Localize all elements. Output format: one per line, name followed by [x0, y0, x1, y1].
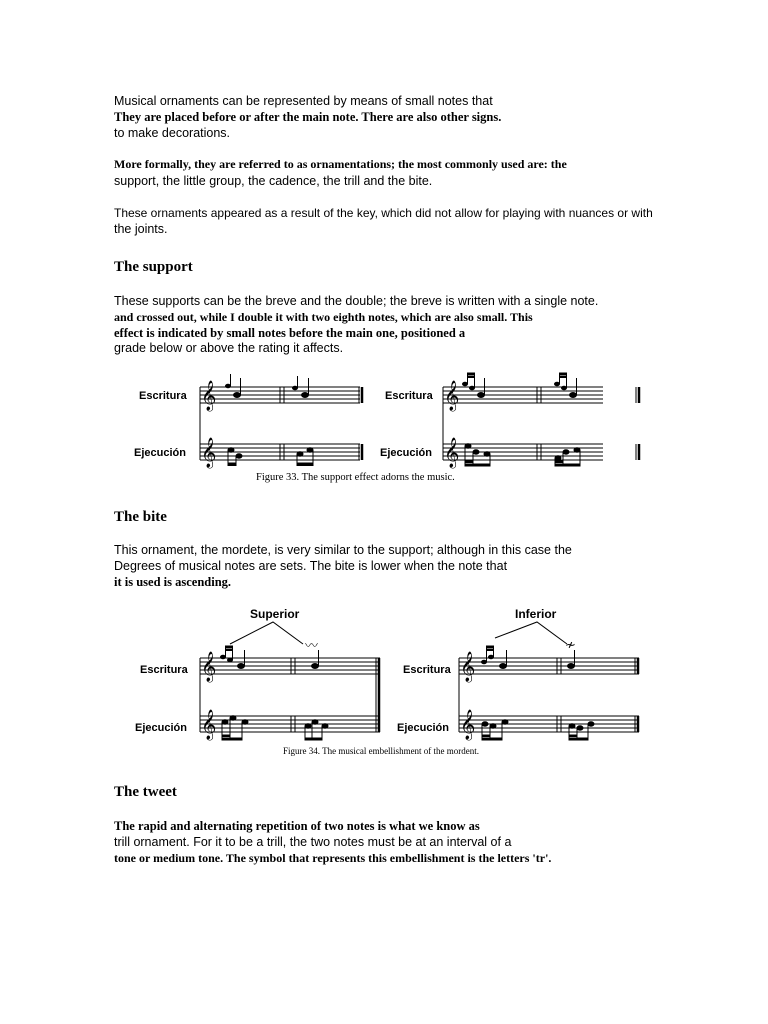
label-ejecucion: Ejecución: [397, 722, 449, 734]
intro-line-3: to make decorations.: [114, 126, 231, 140]
inferior-pointer: [495, 622, 567, 644]
heading-tweet: The tweet: [114, 784, 177, 800]
bite-line-2: Degrees of musical notes are sets. The bite is lower when the note that: [114, 559, 508, 573]
staff-bite-left-top: [200, 658, 380, 674]
bite-line-1: This ornament, the mordete, is very similar to the support; although in this case the: [114, 543, 572, 557]
heading-bite: The bite: [114, 509, 167, 525]
label-escritura: Escritura: [403, 664, 451, 676]
staff-right-top: [443, 387, 603, 403]
label-escritura: Escritura: [385, 390, 433, 402]
bite-line-3: it is used is ascending.: [114, 575, 232, 589]
intro-line-1: Musical ornaments can be represented by means of small notes that: [114, 94, 493, 108]
tweet-line-3: tone or medium tone. The symbol that represents this embellishment is the letters 'tr'.: [114, 851, 552, 865]
treble-clef-icon: 𝄞: [201, 437, 217, 467]
treble-clef-icon: 𝄞: [460, 709, 476, 739]
treble-clef-icon: 𝄞: [201, 380, 217, 410]
figure-33: [125, 368, 655, 478]
tweet-line-2: trill ornament. For it to be a trill, the two notes must be at an interval of a: [114, 835, 512, 849]
label-ejecucion: Ejecución: [135, 722, 187, 734]
label-ejecucion: Ejecución: [380, 447, 432, 459]
figure-34: [135, 600, 675, 750]
support-line-1: These supports can be the breve and the double; the breve is written with a single note.: [114, 294, 599, 308]
figure-33-caption: Figure 33. The support effect adorns the music.: [256, 472, 455, 483]
treble-clef-icon: 𝄞: [201, 651, 217, 681]
label-escritura: Escritura: [139, 390, 187, 402]
mordent-icon: 〰: [305, 638, 319, 653]
treble-clef-icon: 𝄞: [201, 709, 217, 739]
support-line-4: grade below or above the rating it affects.: [114, 341, 344, 355]
superior-pointer: [230, 622, 303, 644]
treble-clef-icon: 𝄞: [444, 380, 460, 410]
treble-clef-icon: 𝄞: [460, 651, 476, 681]
heading-support: The support: [114, 259, 193, 275]
treble-clef-icon: 𝄞: [444, 437, 460, 467]
support-line-2: and crossed out, while I double it with two eighth notes, which are also small. This: [114, 310, 533, 324]
label-ejecucion: Ejecución: [134, 447, 186, 459]
intro-line-5: support, the little group, the cadence, the trill and the bite.: [114, 174, 433, 188]
figure-34-caption: Figure 34. The musical embellishment of the mordent.: [283, 746, 480, 756]
intro-line-2: They are placed before or after the main note. There are also other signs.: [114, 110, 502, 124]
label-superior: Superior: [250, 607, 300, 621]
label-inferior: Inferior: [515, 607, 557, 621]
intro-line-4: More formally, they are referred to as ornamentations; the most commonly used are: the: [114, 157, 567, 171]
support-line-3: effect is indicated by small notes before the main one, positioned a: [114, 326, 466, 340]
tweet-line-1: The rapid and alternating repetition of two notes is what we know as: [114, 819, 480, 833]
inverted-mordent-icon: ≁: [565, 637, 576, 652]
intro-line-7: the joints.: [114, 222, 168, 236]
intro-line-6: These ornaments appeared as a result of the key, which did not allow for playing with nuances or with: [114, 206, 653, 220]
label-escritura: Escritura: [140, 664, 188, 676]
